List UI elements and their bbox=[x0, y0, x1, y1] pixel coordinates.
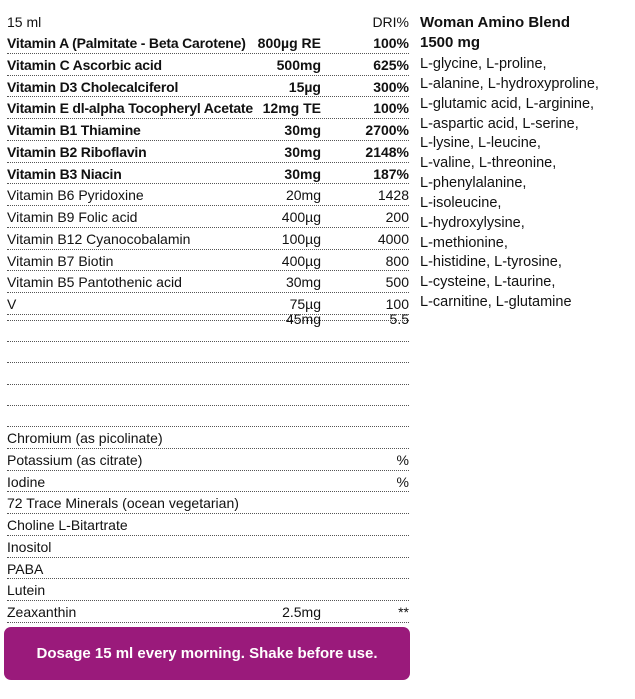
nutrient-dri: 200 bbox=[385, 209, 409, 225]
amino-blend-panel bbox=[420, 13, 630, 313]
nutrient-name: Vitamin B12 Cyanocobalamin bbox=[7, 230, 191, 247]
table-row bbox=[7, 32, 409, 54]
blend-ingredient-line: L-lysine, L-leucine, bbox=[420, 135, 541, 152]
nutrient-amount: 30mg bbox=[284, 143, 321, 160]
table-row bbox=[7, 97, 409, 119]
table-row bbox=[7, 293, 409, 315]
blend-ingredient-line: L-glutamic acid, L-arginine, bbox=[420, 95, 595, 112]
nutrient-dri: 100% bbox=[373, 35, 409, 51]
blend-ingredient-line: L-alanine, L-hydroxyproline, bbox=[420, 75, 599, 92]
nutrient-dri: 2700% bbox=[365, 122, 409, 138]
table-row bbox=[7, 492, 409, 514]
nutrient-dri: 187% bbox=[373, 165, 409, 182]
nutrient-name: Vitamin C Ascorbic acid bbox=[7, 56, 162, 73]
dosage-banner bbox=[4, 627, 410, 680]
nutrient-name: V bbox=[7, 296, 17, 312]
table-row bbox=[7, 321, 409, 342]
blend-ingredient-line: L-glycine, L-proline, bbox=[420, 56, 547, 72]
table-row bbox=[7, 119, 409, 141]
nutrient-dri: % bbox=[396, 451, 409, 468]
nutrient-amount: 400µg bbox=[281, 209, 321, 225]
nutrient-name: PABA bbox=[7, 560, 44, 577]
nutrition-table bbox=[7, 12, 409, 623]
nutrient-dri: 4000 bbox=[377, 230, 409, 247]
table-row bbox=[7, 427, 409, 449]
nutrient-name: Vitamin B3 Niacin bbox=[7, 165, 122, 182]
blend-ingredient-line: L-methionine, bbox=[420, 234, 508, 251]
nutrient-name: Vitamin A (Palmitate - Beta Carotene) bbox=[7, 35, 246, 51]
table-row bbox=[7, 363, 409, 384]
nutrient-name: Vitamin B2 Riboflavin bbox=[7, 143, 147, 160]
table-row bbox=[7, 250, 409, 272]
dosage-text: Dosage 15 ml every morning. Shake before use. bbox=[36, 645, 378, 662]
table-row bbox=[7, 471, 409, 493]
nutrient-name: Vitamin B7 Biotin bbox=[7, 252, 114, 269]
table-row bbox=[7, 406, 409, 427]
nutrient-amount: 30mg bbox=[285, 274, 321, 291]
nutrient-amount: 100µg bbox=[281, 230, 321, 247]
nutrient-amount: 12mg TE bbox=[262, 100, 321, 117]
table-header bbox=[7, 12, 409, 32]
nutrient-name: Zeaxanthin bbox=[7, 604, 77, 621]
table-row bbox=[7, 579, 409, 601]
nutrient-name: Vitamin B5 Pantothenic acid bbox=[7, 274, 182, 291]
nutrient-amount: 45mg bbox=[285, 310, 321, 327]
nutrient-name: Potassium (as citrate) bbox=[7, 451, 143, 468]
nutrient-amount: 800µg RE bbox=[257, 35, 321, 51]
table-row bbox=[7, 163, 409, 185]
blend-ingredient-line: L-hydroxylysine, bbox=[420, 214, 525, 231]
nutrient-name: Lutein bbox=[7, 582, 46, 599]
blend-amount: 1500 mg bbox=[420, 34, 481, 51]
nutrient-dri: 5.5 bbox=[389, 310, 409, 327]
nutrient-name: Chromium (as picolinate) bbox=[7, 430, 163, 447]
nutrient-dri: % bbox=[396, 473, 409, 490]
blend-ingredient-line: L-carnitine, L-glutamine bbox=[420, 294, 572, 311]
blend-ingredient-line: L-aspartic acid, L-serine, bbox=[420, 115, 579, 132]
table-row bbox=[7, 184, 409, 206]
nutrient-name: Choline L-Bitartrate bbox=[7, 517, 128, 534]
nutrient-dri: 1428 bbox=[377, 187, 409, 204]
nutrient-name: Vitamin D3 Cholecalciferol bbox=[7, 78, 179, 95]
table-row bbox=[7, 271, 409, 293]
nutrient-amount: 20mg bbox=[285, 187, 321, 204]
blend-title: Woman Amino Blend bbox=[420, 14, 570, 31]
nutrient-dri: 625% bbox=[373, 56, 409, 73]
table-row bbox=[7, 206, 409, 228]
nutrient-amount: 30mg bbox=[284, 165, 321, 182]
nutrient-name: Vitamin B6 Pyridoxine bbox=[7, 187, 144, 204]
nutrient-rows bbox=[7, 32, 409, 623]
table-row bbox=[7, 76, 409, 98]
nutrient-name: Inositol bbox=[7, 538, 52, 555]
nutrient-amount: 15µg bbox=[288, 78, 321, 95]
nutrient-dri: 300% bbox=[373, 78, 409, 95]
table-row bbox=[7, 385, 409, 406]
blend-ingredient-line: L-valine, L-threonine, bbox=[420, 155, 557, 172]
table-row bbox=[7, 141, 409, 163]
nutrient-dri: 100 bbox=[385, 296, 409, 312]
table-row bbox=[7, 601, 409, 623]
nutrient-dri: 500 bbox=[385, 274, 409, 291]
nutrient-dri: 2148% bbox=[365, 143, 409, 160]
blend-ingredient-line: L-isoleucine, bbox=[420, 194, 502, 211]
nutrient-name: Iodine bbox=[7, 473, 46, 490]
nutrient-dri: 800 bbox=[385, 252, 409, 269]
blend-ingredient-line: L-phenylalanine, bbox=[420, 175, 527, 192]
nutrient-amount: 75µg bbox=[289, 296, 321, 312]
nutrient-amount: 30mg bbox=[284, 122, 321, 138]
table-row bbox=[7, 514, 409, 536]
table-row bbox=[7, 342, 409, 363]
table-row bbox=[7, 558, 409, 580]
blend-ingredient-line: L-histidine, L-tyrosine, bbox=[420, 254, 562, 271]
serving-size: 15 ml bbox=[7, 14, 42, 30]
blend-ingredients bbox=[420, 55, 630, 313]
nutrient-dri: 100% bbox=[373, 100, 409, 117]
table-row bbox=[7, 54, 409, 76]
dri-column-header: DRI% bbox=[372, 14, 409, 30]
nutrient-amount: 2.5mg bbox=[282, 604, 321, 621]
nutrient-name: Vitamin E dl-alpha Tocopheryl Acetate bbox=[7, 100, 253, 117]
nutrient-name: 72 Trace Minerals (ocean vegetarian) bbox=[7, 495, 239, 512]
nutrient-amount: 500mg bbox=[276, 56, 321, 73]
blend-ingredient-line: L-cysteine, L-taurine, bbox=[420, 274, 556, 291]
table-row bbox=[7, 536, 409, 558]
nutrient-name: Vitamin B1 Thiamine bbox=[7, 122, 141, 138]
nutrient-amount: 400µg bbox=[281, 252, 321, 269]
nutrient-dri: ** bbox=[398, 604, 409, 621]
table-row bbox=[7, 228, 409, 250]
nutrient-name: Vitamin B9 Folic acid bbox=[7, 209, 138, 225]
table-row bbox=[7, 449, 409, 471]
